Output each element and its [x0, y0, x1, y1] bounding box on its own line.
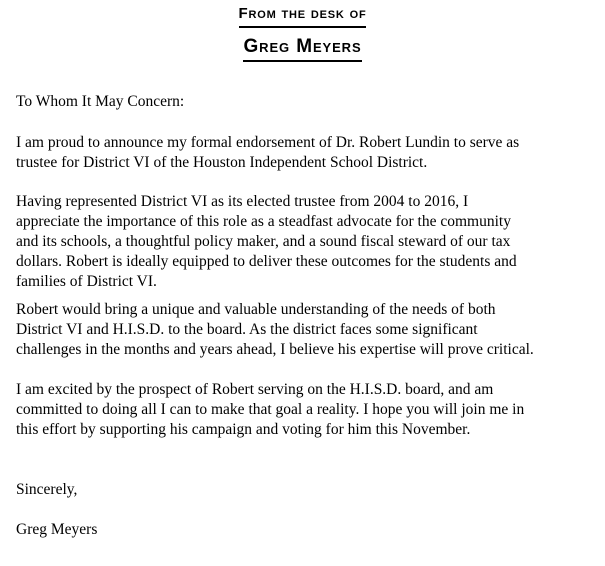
- paragraph-line: appreciate the importance of this role as a steadfast advocate for the community: [16, 213, 511, 230]
- paragraph-understanding: [16, 300, 600, 360]
- paragraph-line: District VI and H.I.S.D. to the board. As the district faces some significant: [16, 321, 478, 338]
- closing-text: Sincerely,: [16, 481, 78, 498]
- paragraph-line: Robert would bring a unique and valuable understanding of the needs of both: [16, 301, 496, 318]
- paragraph-line: trustee for District VI of the Houston Independent School District.: [16, 154, 428, 171]
- paragraph-line: I am proud to announce my formal endorsement of Dr. Robert Lundin to serve as: [16, 134, 520, 151]
- letterhead-from-text: From the desk of: [239, 3, 367, 28]
- paragraph-line: challenges in the months and years ahead, I believe his expertise will prove critical.: [16, 341, 534, 358]
- salutation-text: To Whom It May Concern:: [16, 93, 185, 110]
- paragraph-experience: [16, 192, 600, 292]
- signature: [16, 520, 600, 540]
- paragraph-line: and its schools, a thoughtful policy maker, and a sound fiscal steward of our tax: [16, 233, 511, 250]
- paragraph-line: committed to doing all I can to make that goal a reality. I hope you will join me in: [16, 401, 525, 418]
- letterhead-name-text: Greg Meyers: [243, 35, 361, 62]
- salutation: [16, 92, 600, 112]
- letterhead-name-line: [0, 35, 605, 62]
- closing: [16, 480, 600, 500]
- signature-text: Greg Meyers: [16, 521, 98, 538]
- paragraph-line: families of District VI.: [16, 273, 157, 290]
- paragraph-line: Having represented District VI as its elected trustee from 2004 to 2016, I: [16, 193, 469, 210]
- paragraph-commitment: [16, 380, 600, 440]
- paragraph-line: dollars. Robert is ideally equipped to deliver these outcomes for the students and: [16, 253, 517, 270]
- paragraph-endorsement: [16, 133, 600, 173]
- paragraph-line: I am excited by the prospect of Robert serving on the H.I.S.D. board, and am: [16, 381, 494, 398]
- paragraph-line: this effort by supporting his campaign and voting for him this November.: [16, 421, 471, 438]
- letterhead-from-line: [0, 3, 605, 28]
